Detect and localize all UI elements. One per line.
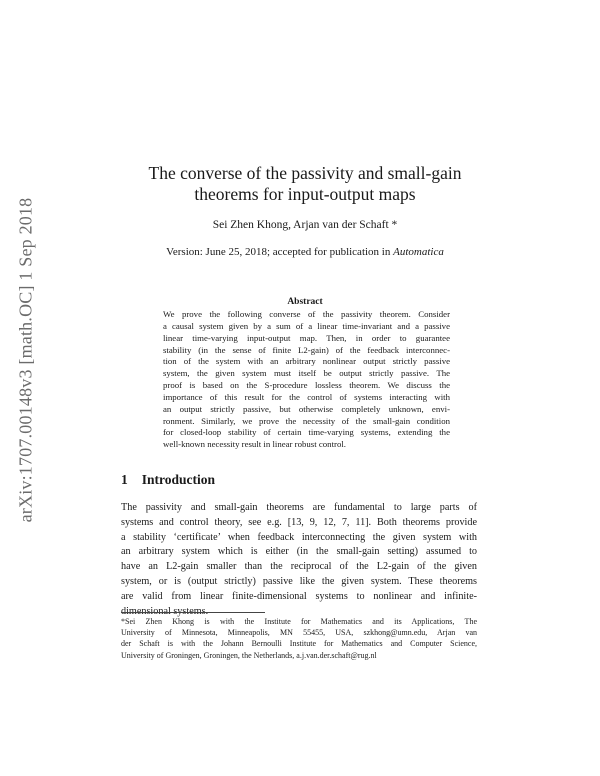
intro-line: are valid from linear finite-dimensional systems to nonlinear and infinite- [121,590,477,602]
abstract-line: ronment. Similarly, we prove the necessity of the small-gain condition [163,415,450,426]
author-list: Sei Zhen Khong, Arjan van der Schaft * [212,219,398,231]
abstract-body [163,309,450,451]
abstract-line: tion of the system with an arbitrary nonlinear output strictly passive [163,356,450,367]
section-number: 1 [121,472,128,487]
journal-name: Automatica [393,246,444,258]
intro-line: have an L2-gain smaller than the reciprocal of the L2-gain of the given [121,561,477,573]
footnote-line: University of Groningen, Groningen, the Netherlands, a.j.van.der.schaft@rug.nl [121,650,377,660]
abstract-line: stability (in the sense of finite L2-gain) of the feedback interconnec- [163,344,450,355]
introduction-body [121,501,477,619]
footnote-line: University of Minnesota, Minneapolis, MN 55455, USA, szkhong@umn.edu, Arjan van [121,628,477,638]
abstract-line: linear time-varying input-output map. Then, in order to guarantee [163,332,450,343]
abstract-line: for closed-loop stability of certain time-varying systems, extending the [163,427,450,438]
intro-line: systems and control theory, see e.g. [13, 9, 12, 7, 11]. Both theorems provide [121,516,477,528]
abstract-line: system, the given system must itself be output strictly passive. The [163,368,450,379]
version-text: Version: June 25, 2018; accepted for publication in [166,246,394,258]
version-note [100,246,510,258]
intro-line: dimensional systems. [121,605,209,617]
title-line: The converse of the passivity and small-gain [148,163,462,183]
section-title: Introduction [141,472,216,487]
footnote-divider [121,612,265,613]
intro-line: system, or is (output strictly) passive like the given system. These theorems [121,575,477,587]
abstract-line: well-known necessity result in linear robust control. [163,439,346,450]
intro-line: a stability ‘certificate’ when feedback interconnecting the given system with [121,531,477,543]
author-footnote [121,616,477,661]
abstract-line: a causal system given by a sum of a linear time-invariant and a passive [163,320,450,331]
footnote-line: *Sei Zhen Khong is with the Institute for Mathematics and its Applications, The [121,617,477,626]
abstract-line: proof is based on the S-procedure lossless theorem. We discuss the [163,380,450,391]
abstract-heading: Abstract [287,297,323,307]
abstract-line: importance of this result for the control of systems interacting with [163,391,450,402]
arxiv-sidebar [6,140,46,580]
intro-line: an arbitrary system which is either (in the small-gain setting) assumed to [121,546,477,558]
arxiv-identifier[interactable]: arXiv:1707.00148v3 [math.OC] 1 Sep 2018 [15,197,36,523]
paper-title [100,163,510,205]
footnote-line: der Schaft is with the Johann Bernoulli Institute for Mathematics and Computer Science, [121,639,477,649]
section-heading-introduction [121,472,215,488]
title-line: theorems for input-output maps [194,184,416,204]
intro-line: The passivity and small-gain theorems are fundamental to large parts of [121,502,477,513]
abstract-line: an output strictly passive, but otherwise completely unknown, envi- [163,403,450,414]
abstract-line: We prove the following converse of the passivity theorem. Consider [163,309,450,319]
